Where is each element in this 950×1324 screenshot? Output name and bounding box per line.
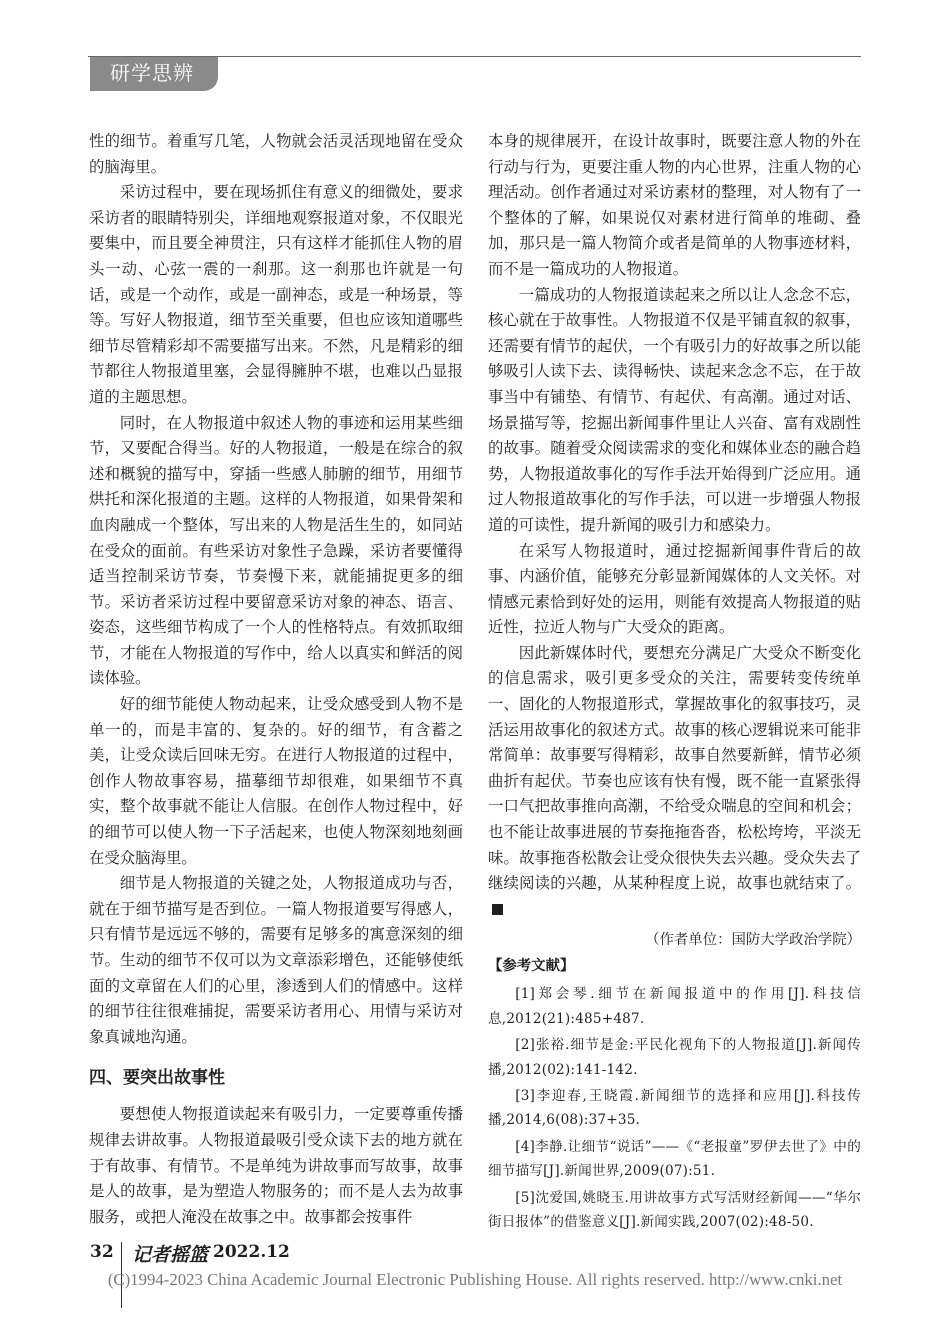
reference-item: [1]郑会琴.细节在新闻报道中的作用[J].科技信息,2012(21):485+487. xyxy=(488,986,861,1027)
reference-item: [5]沈爱国,姚晓玉.用讲故事方式写活财经新闻——“华尔街日报体”的借鉴意义[J].新闻实践,2007(02):48-50. xyxy=(488,1189,861,1231)
reference-item: [4]李静.让细节“说话”——《“老报童”罗伊去世了》中的细节描写[J].新闻世界,2009(07):51. xyxy=(488,1138,861,1180)
end-mark-icon xyxy=(492,904,503,915)
paragraph-final xyxy=(488,641,861,923)
copyright-line: (C)1994-2023 China Academic Journal Electronic Publishing House. All rights reserved. http://www.cnki.net xyxy=(107,1270,843,1289)
paragraph: 一篇成功的人物报道读起来之所以让人念念不忘，核心就在于故事性。人物报道不仅是平铺直叙的叙事，还需要有情节的起伏，一个有吸引力的好故事之所以能够吸引人读下去、读得畅快、读起来念念不忘，在于故事当中有铺垫、有情节、有起伏、有高潮。通过对话、场景描写等，挖掘出新闻事件里让人兴奋、富有戏剧性的故事。随着受众阅读需求的变化和媒体业态的融合趋势，人物报道故事化的写作手法开始得到广泛应用。通过人物报道故事化的写作手法，可以进一步增强人物报道的可读性，提升新闻的吸引力和感染力。 xyxy=(488,285,861,534)
paragraph: 要想使人物报道读起来有吸引力，一定要尊重传播规律去讲故事。人物报道最吸引受众读下去的地方就在于有故事、有情节。不是单纯为讲故事而写故事，故事是人的故事，是为塑造人物服务的；而不是人去为故事服务，或把人淹没在故事之中。故事都会按事件 xyxy=(89,1105,463,1226)
paragraph: 好的细节能使人物动起来，让受众感受到人物不是单一的，而是丰富的、复杂的。好的细节，有含蓄之美，让受众读后回味无穷。在进行人物报道的过程中，创作人物故事容易，描摹细节却很难，如果细节不真实，整个故事就不能让人信服。在创作人物过程中，好的细节可以使人物一下子活起来，也使人物深刻地刻画在受众脑海里。 xyxy=(89,695,463,867)
section-tab: 研学思辨 xyxy=(90,57,218,91)
references-title: 【参考文献】 xyxy=(488,958,575,975)
paragraph: 细节是人物报道的关键之处，人物报道成功与否，就在于细节描写是否到位。一篇人物报道要写得感人，只有情节是远远不够的，需要有足够多的寓意深刻的细节。生动的细节不仅可以为文章添彩增色，还能够使纸面的文章留在人们的心里，渗透到人们的情感中。这样的细节往往很难捕捉，需要采访者用心、用情与采访对象真诚地沟通。 xyxy=(89,874,463,1046)
left-column xyxy=(89,129,463,1230)
paragraph: 同时，在人物报道中叙述人物的事迹和运用某些细节，又要配合得当。好的人物报道，一般是在综合的叙述和概貌的描写中，穿插一些感人肺腑的细节，用细节烘托和深化报道的主题。这样的人物报道，如果骨架和血肉融成一个整体，写出来的人物是活生生的，如同站在受众的面前。有些采访对象性子急躁，采访者要懂得适当控制采访节奏，节奏慢下来，就能捕捉更多的细节。采访者采访过程中要留意采访对象的神态、语言、姿态，这些细节构成了一个人的性格特点。有效抓取细节，才能在人物报道的写作中，给人以真实和鲜活的阅读体验。 xyxy=(89,413,463,688)
paragraph: 性的细节。着重写几笔，人物就会活灵活现地留在受众的脑海里。 xyxy=(89,132,463,176)
page-number: 32 xyxy=(90,1242,114,1262)
right-column xyxy=(488,129,861,1236)
section-heading: 四、要突出故事性 xyxy=(89,1068,225,1089)
reference-item: [2]张裕.细节是金:平民化视角下的人物报道[J].新闻传播,2012(02):141-142. xyxy=(488,1037,861,1078)
paragraph: 本身的规律展开，在设计故事时，既要注意人物的外在行动与行为，更要注重人物的内心世界，注重人物的心理活动。创作者通过对采访素材的整理，对人物有了一个整体的了解，如果说仅对素材进行简单的堆砌、叠加，那只是一篇人物简介或者是简单的人物事迹材料，而不是一篇成功的人物报道。 xyxy=(488,132,861,278)
journal-logo: 记者摇篮 xyxy=(132,1244,209,1266)
paragraph: 采访过程中，要在现场抓住有意义的细微处，要求采访者的眼睛特别尖，详细地观察报道对象，不仅眼光要集中，而且要全神贯注，只有这样才能抓住人物的眉头一动、心弦一震的一刹那。这一刹那也许就是一句话，或是一个动作，或是一副神态，或是一种场景，等等。写好人物报道，细节至关重要，但也应该知道哪些细节尽管精彩却不需要描写出来。不然，凡是精彩的细节都往人物报道里塞，会显得臃肿不堪，也难以凸显报道的主题思想。 xyxy=(89,183,463,406)
reference-item: [3]李迎春,王晓霞.新闻细节的选择和应用[J].科技传播,2014,6(08):37+35. xyxy=(488,1088,861,1129)
paragraph-text: 因此新媒体时代，要想充分满足广大受众不断变化的信息需求，吸引更多受众的关注，需要转变传统单一、固化的人物报道形式，掌握故事化的叙事技巧，灵活运用故事化的叙述方式。故事的核心逻辑说来可能非常简单：故事要写得精彩，故事自然要新鲜，情节必须曲折有起伏。节奏也应该有快有慢，既不能一直紧张得一口气把故事推向高潮，不给受众喘息的空间和机会；也不能让故事进展的节奏拖拖沓沓，松松垮垮，平淡无味。故事拖沓松散会让受众很快失去兴趣。受众失去了继续阅读的兴趣，从某种程度上说，故事也就结束了。 xyxy=(488,643,861,893)
paragraph: 在采写人物报道时，通过挖掘新闻事件背后的故事、内涵价值，能够充分彰显新闻媒体的人文关怀。对情感元素恰到好处的运用，则能有效提高人物报道的贴近性，拉近人物与广大受众的距离。 xyxy=(488,541,861,637)
issue-number: 2022.12 xyxy=(213,1242,290,1262)
author-affiliation: （作者单位：国防大学政治学院） xyxy=(645,932,861,949)
